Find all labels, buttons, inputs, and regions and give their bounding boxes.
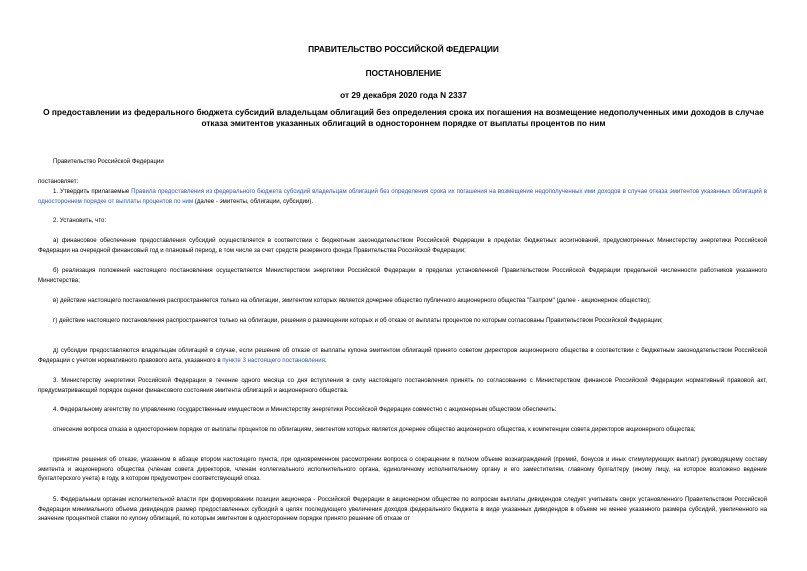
clause-2-paragraph: 2. Установить, что:	[53, 217, 107, 224]
clause-3-paragraph: 3. Министерству энергетики Российской Федерации в течение одного месяца со дня вступления в силу настоящего постановления принять по согласованию с Министерством финансов Российской Федерации нормативный правовой акт, предусматривающий порядок оценки финансового состояния эмитента облигаций и акционерного общества.	[38, 377, 767, 394]
clause-2a-paragraph: а) финансовое обеспечение предоставления субсидий осуществляется в соответствии с бюджетным законодательством Российской Федерации в пределах бюджетных ассигнований, предусмотренных Министерству энергетики Российской Федерации на очередной финансовый год и плановый период, в том числе за счет средств резервного фонда Правительства Российской Федерации;	[38, 237, 767, 254]
clause-1-text-end: (далее - эмитенты, облигации, субсидии).	[193, 197, 314, 205]
clause-5-paragraph: 5. Федеральным органам исполнительной власти при формировании позиции акционера - Российской Федерации в акционерном обществе по вопросам выплаты дивидендов следует учитывать сверх установленного Правительством Российской Федерации минимального объема дивидендов размер предоставленных субсидий в целях последующего увеличения доходов федерального бюджета в виде указанных дивидендов в объеме не менее указанного размера субсидий, увеличенного на значение процентной ставки по купону облигаций, по которым эмитентом в одностороннем порядке принято решение об отказе от	[38, 496, 767, 523]
document-type-heading: ПОСТАНОВЛЕНИЕ	[365, 68, 442, 78]
clause-2d-text-end: .	[325, 356, 327, 364]
clause-2d-paragraph	[38, 346, 767, 365]
clause-2d-text-start: д) субсидии предоставляются владельцам облигаций в случае, если решение об отказе от выплаты купона эмитентом облигаций принято советом директоров акционерного общества в соответствии с бюджетным законодательством Российской Федерации с учетом нормативного правового акта, указанного в	[38, 347, 767, 364]
clause-2b-paragraph: б) реализация положений настоящего постановления осуществляется Министерством энергетики Российской Федерации в пределах установленной Правительством Российской Федерации предельной численности работников указанного Министерства;	[38, 267, 767, 284]
decree-paragraph: постановляет:	[38, 178, 79, 185]
government-heading: ПРАВИТЕЛЬСТВО РОССИЙСКОЙ ФЕДЕРАЦИИ	[308, 44, 499, 54]
clause-4-item-2-paragraph: принятие решения об отказе, указанном в абзаце втором настоящего пункта, при одновременном рассмотрении вопроса о сокращении в полном объеме вознаграждений (премий, бонусов и иных стимулирующих выплат) руководящему составу эмитента и акционерного общества (членам совета директоров, членам коллегиального исполнительного органа, единоличному исполнительному органу и его заместителям, главному бухгалтеру (иному лицу, на которое возложено ведение бухгалтерского учета) в году, в котором предусмотрен соответствующий отказ.	[38, 456, 767, 483]
clause-3-link[interactable]: пункте 3 настоящего постановления	[222, 356, 326, 364]
clause-2g-paragraph: г) действие настоящего постановления распространяется только на облигации, решения о размещении которых и об отказе от выплаты процентов по которым согласованы Правительством Российской Федерации;	[53, 317, 663, 324]
document-title: О предоставлении из федерального бюджета субсидий владельцам облигаций без определения срока их погашения на возмещение недополученных ими доходов в случае отказа эмитентов указанных облигаций в одностороннем порядке от выплаты процентов по ним	[43, 107, 764, 128]
clause-2v-paragraph: в) действие настоящего постановления распространяется только на облигации, эмитентом которых является дочернее общество публичного акционерного общества "Газпром" (далее - акционерное общество);	[53, 297, 651, 304]
clause-1-text-start: 1. Утвердить прилагаемые	[53, 188, 132, 195]
clause-1-paragraph	[38, 187, 767, 206]
rules-link[interactable]: Правила предоставления из федерального бюджета субсидий владельцам облигаций без определения срока их погашения на возмещение недополученных ими доходов в случае отказа эмитентов указанных облигаций в одностороннем порядке от выплаты процентов по ним	[38, 188, 767, 205]
clause-4-paragraph: 4. Федеральному агентству по управлению государственным имуществом и Министерству энергетики Российской Федерации совместно с акционерным обществом обеспечить:	[53, 406, 557, 413]
document-date-heading: от 29 декабря 2020 года N 2337	[340, 90, 467, 100]
clause-4-item-1-paragraph: отнесение вопроса отказа в одностороннем порядке от выплаты процентов по облигациям, эмитентом которых является дочернее общество акционерного общества, к компетенции совета директоров акционерного общества;	[53, 426, 696, 433]
intro-paragraph: Правительство Российской Федерации	[53, 158, 164, 165]
